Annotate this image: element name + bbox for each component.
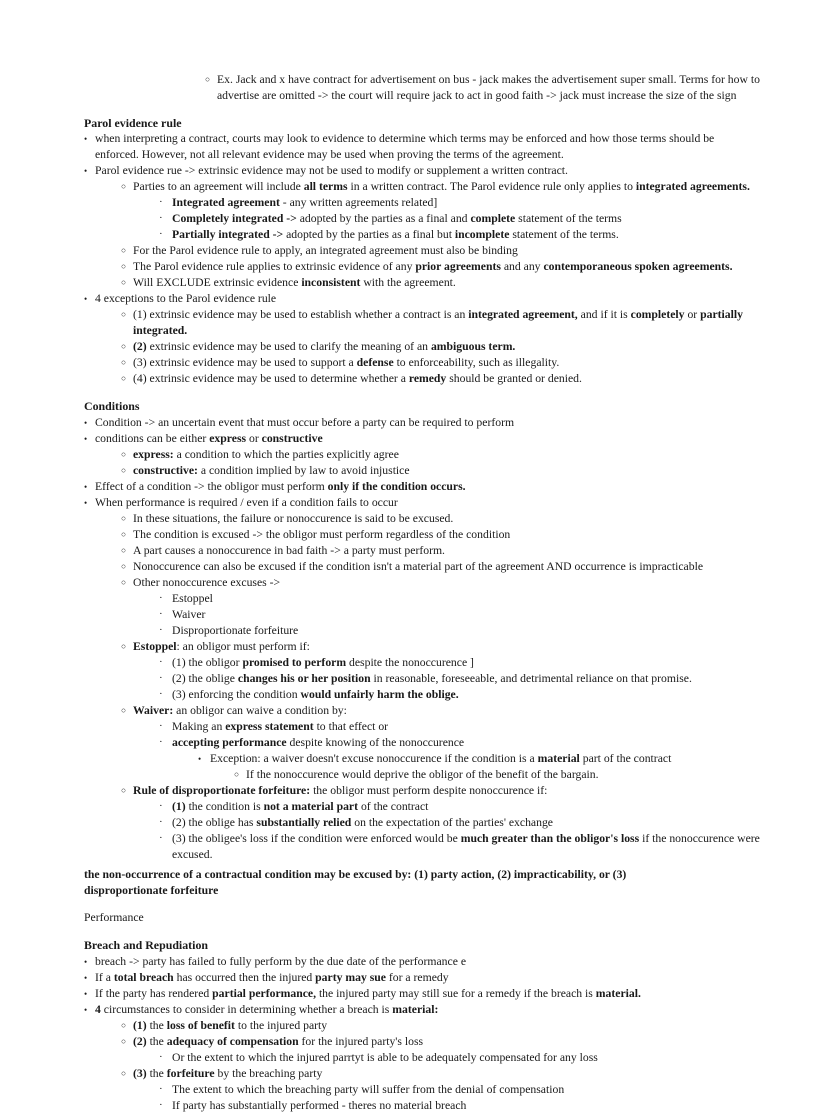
list-item-text: (3) enforcing the condition would unfairly harm the oblige. [172, 687, 459, 701]
bullet-disc-icon: • [84, 434, 88, 444]
list-item-text: Exception: a waiver doesn't excuse nonoccurence if the condition is a material part of the contract [210, 751, 672, 765]
list-item [159, 1050, 760, 1066]
bullet-disc-icon: • [84, 972, 88, 983]
bullet-dot-icon: · [159, 1082, 163, 1095]
list-item [84, 1002, 760, 1114]
intro-continuation-block [84, 72, 760, 104]
list-item [121, 179, 760, 243]
list-item [159, 623, 760, 639]
list-item-text: Integrated agreement - any written agreements related] [172, 196, 438, 210]
bullet-list-level-2 [95, 179, 760, 291]
list-item [121, 543, 760, 559]
list-item-text: Nonoccurence can also be excused if the condition isn't a material part of the agreement AND occurrence is impracticable [133, 560, 704, 574]
bullet-disc-icon: • [198, 753, 202, 764]
bullet-circle-icon: ○ [234, 769, 240, 779]
bullet-circle-icon: ○ [121, 705, 127, 715]
list-item [198, 751, 760, 783]
list-item-text: The Parol evidence rule applies to extrinsic evidence of any prior agreements and any contemporaneous spoken agreements. [133, 260, 733, 274]
list-item-text: For the Parol evidence rule to apply, an integrated agreement must also be binding [133, 244, 518, 258]
bullet-list-level-3 [133, 1050, 760, 1066]
list-item-text: (1) extrinsic evidence may be used to establish whether a contract is an integrated agreement, and if it is completely or partially integrated. [133, 308, 743, 338]
bullet-circle-icon: ○ [121, 514, 127, 524]
bullet-circle-icon: ○ [121, 530, 127, 540]
spacer [84, 387, 760, 398]
list-item [121, 339, 760, 355]
bullet-circle-icon: ○ [121, 641, 127, 651]
list-item [121, 511, 760, 527]
list-item [121, 463, 760, 479]
list-item-text: accepting performance despite knowing of the nonoccurence [172, 735, 465, 749]
bullet-circle-icon: ○ [121, 342, 127, 352]
list-item-text: (2) the oblige has substantially relied on the expectation of the parties' exchange [172, 815, 553, 829]
list-item [234, 767, 760, 783]
bullet-list-level-3 [133, 655, 760, 703]
bullet-disc-icon: • [84, 988, 88, 999]
list-item [84, 163, 760, 291]
list-item-text: Or the extent to which the injured parrtyt is able to be adequately compensated for any loss [172, 1050, 598, 1064]
list-item [121, 703, 760, 783]
bullet-circle-icon: ○ [121, 358, 127, 368]
list-item [159, 719, 760, 735]
list-item-text: Will EXCLUDE extrinsic evidence inconsistent with the agreement. [133, 276, 456, 290]
bullet-circle-icon: ○ [121, 310, 127, 320]
list-item-text: When performance is required / even if a condition fails to occur [95, 496, 398, 510]
list-item-text: constructive: a condition implied by law to avoid injustice [133, 463, 410, 477]
list-item [121, 639, 760, 703]
bullet-dot-icon: · [159, 196, 163, 209]
list-item [84, 954, 760, 970]
bullet-disc-icon: • [84, 498, 88, 509]
bullet-dot-icon: · [159, 687, 163, 700]
list-item [121, 259, 760, 275]
bullet-circle-icon: ○ [121, 465, 127, 475]
list-item [121, 447, 760, 463]
bullet-circle-icon: ○ [121, 1036, 127, 1046]
list-item-text: Partially integrated -> adopted by the parties as a final but incomplete statement of the terms. [172, 228, 619, 242]
bullet-dot-icon: · [159, 671, 163, 684]
list-item [159, 195, 760, 211]
summary-paragraph: the non-occurrence of a contractual condition may be excused by: (1) party action, (2) impracticability, or (3) disproportionate forfeiture [84, 867, 627, 897]
list-item-text: (3) the obligee's loss if the condition were enforced would be much greater than the obligor's loss if the nonoccurence were excused. [172, 831, 760, 861]
bullet-list-level-3 [133, 799, 760, 863]
list-item [159, 655, 760, 671]
list-item [121, 559, 760, 575]
list-item-text: when interpreting a contract, courts may look to evidence to determine which terms may be enforced and how those terms should be enforced. However, not all relevant evidence may be used when proving the terms of the agreement. [95, 132, 715, 162]
list-item-text: Waiver [172, 608, 206, 622]
spacer [84, 104, 760, 115]
bullet-circle-icon: ○ [121, 1021, 127, 1030]
bullet-list-level-2 [95, 447, 760, 479]
bullet-circle-icon: ○ [121, 1068, 127, 1078]
list-item-text: Estoppel: an obligor must perform if: [133, 639, 310, 653]
list-item [159, 607, 760, 623]
list-item [121, 243, 760, 259]
bullet-list-level-1 [84, 954, 760, 1114]
list-item-text: Waiver: an obligor can waive a condition by: [133, 703, 347, 717]
bullet-list-level-5 [210, 767, 760, 783]
list-item-text: If the party has rendered partial performance, the injured party may still sue for a remedy if the breach is material. [95, 986, 641, 1000]
bullet-dot-icon: · [159, 608, 163, 621]
bullet-dot-icon: · [159, 719, 163, 732]
list-item [159, 735, 760, 783]
bullet-disc-icon: • [84, 1005, 88, 1016]
breach-section-container [84, 937, 760, 1114]
list-item [84, 479, 760, 495]
list-item [159, 1098, 760, 1114]
bullet-circle-icon: ○ [121, 449, 127, 459]
sections-container [84, 115, 760, 863]
bullet-dot-icon: · [159, 212, 163, 225]
list-item [159, 831, 760, 863]
list-item [84, 291, 760, 387]
bullet-dot-icon: · [159, 1098, 163, 1111]
list-item-text: (3) extrinsic evidence may be used to support a defense to enforceability, such as illegality. [133, 356, 560, 370]
list-item [121, 783, 760, 863]
bullet-list-level-2 [95, 307, 760, 387]
list-item-text: Effect of a condition -> the obligor must perform only if the condition occurs. [95, 480, 466, 494]
list-item [84, 431, 760, 479]
bullet-circle-icon: ○ [121, 374, 127, 384]
section-heading-conditions: Conditions [84, 399, 140, 414]
bullet-disc-icon: • [84, 166, 88, 177]
bullet-circle-icon: ○ [121, 578, 127, 588]
list-item [84, 970, 760, 986]
list-item [159, 1082, 760, 1098]
list-item-text: Estoppel [172, 592, 213, 606]
bullet-circle-icon: ○ [121, 546, 127, 556]
list-item-text: In these situations, the failure or nonoccurence is said to be excused. [133, 512, 454, 526]
bullet-dot-icon: · [159, 735, 163, 748]
list-item [159, 227, 760, 243]
list-item-text: Making an express statement to that effect or [172, 719, 389, 733]
bullet-disc-icon: • [84, 956, 88, 967]
bullet-circle-icon: ○ [121, 182, 127, 192]
bullet-dot-icon: · [159, 655, 163, 668]
list-item-text: A part causes a nonoccurence in bad faith -> a party must perform. [133, 544, 445, 558]
bullet-disc-icon: • [84, 417, 88, 428]
list-item [159, 591, 760, 607]
spacer [84, 899, 760, 910]
bullet-circle-icon: ○ [121, 278, 127, 288]
intro-list [205, 72, 760, 104]
list-item [121, 307, 760, 339]
bullet-dot-icon: · [159, 592, 163, 605]
bullet-list-level-3 [133, 1082, 760, 1114]
list-item [159, 799, 760, 815]
list-item [159, 671, 760, 687]
list-item-text: Parol evidence rue -> extrinsic evidence may not be used to modify or supplement a written contract. [95, 164, 568, 178]
list-item-text: (2) the oblige changes his or her position in reasonable, foreseeable, and detrimental reliance on that promise. [172, 671, 692, 685]
list-item [159, 687, 760, 703]
list-item [84, 415, 760, 431]
list-item-text: If a total breach has occurred then the injured party may sue for a remedy [95, 970, 449, 984]
list-item-text: Rule of disproportionate forfeiture: the obligor must perform despite nonoccurence if: [133, 783, 548, 797]
bullet-list-level-3 [133, 195, 760, 243]
list-item [121, 575, 760, 639]
list-item-text: The extent to which the breaching party will suffer from the denial of compensation [172, 1082, 565, 1096]
section-list-breach-and-repudiation [84, 954, 760, 1114]
bullet-dot-icon: · [159, 815, 163, 828]
bullet-disc-icon: • [84, 482, 88, 493]
list-item [121, 1066, 760, 1114]
bullet-circle-icon: ○ [121, 246, 127, 256]
bullet-dot-icon: · [159, 228, 163, 241]
list-item-text: (2) the adequacy of compensation for the injured party's loss [133, 1034, 424, 1048]
list-item-text: (4) extrinsic evidence may be used to determine whether a remedy should be granted or denied. [133, 372, 582, 386]
list-item [84, 131, 760, 163]
list-item-text: (2) extrinsic evidence may be used to clarify the meaning of an ambiguous term. [133, 340, 516, 354]
list-item-text: Ex. Jack and x have contract for advertisement on bus - jack makes the advertisement super small. Terms for how to advertise are omitted -> the court will require jack to act in good faith -> jack must increase the size of the sign [217, 73, 760, 102]
section-list-conditions [84, 415, 760, 863]
bullet-disc-icon: • [84, 294, 88, 305]
bullet-circle-icon: ○ [121, 785, 127, 795]
list-item-text: 4 exceptions to the Parol evidence rule [95, 292, 277, 306]
list-item [121, 275, 760, 291]
section-list-parol-evidence-rule [84, 131, 760, 387]
list-item-text: 4 circumstances to consider in determining whether a breach is material: [95, 1003, 439, 1017]
bullet-dot-icon: · [159, 831, 163, 844]
list-item [121, 527, 760, 543]
list-item-text: (1) the condition is not a material part of the contract [172, 799, 429, 813]
list-item-text: If party has substantially performed - theres no material breach [172, 1098, 467, 1112]
list-item-text: Completely integrated -> adopted by the parties as a final and complete statement of the terms [172, 212, 622, 226]
bullet-disc-icon: • [84, 134, 88, 145]
bullet-list-level-2 [95, 1018, 760, 1114]
section-heading-parol-evidence-rule: Parol evidence rule [84, 115, 182, 130]
list-item-text: conditions can be either express or constructive [95, 432, 323, 445]
bullet-list-level-3 [133, 591, 760, 639]
list-item-text: Disproportionate forfeiture [172, 624, 299, 637]
list-item-text: (1) the loss of benefit to the injured party [133, 1019, 328, 1032]
section-heading-breach-and-repudiation: Breach and Repudiation [84, 938, 208, 953]
list-item-text: If the nonoccurence would deprive the obligor of the benefit of the bargain. [246, 767, 599, 781]
bullet-dot-icon: · [159, 1050, 163, 1063]
list-item [159, 211, 760, 227]
bullet-circle-icon: ○ [121, 562, 127, 572]
bullet-list-level-4 [172, 751, 760, 783]
list-item-text: express: a condition to which the parties explicitly agree [133, 447, 399, 461]
list-item [121, 1034, 760, 1066]
list-item [84, 986, 760, 1002]
list-item-text: The condition is excused -> the obligor must perform regardless of the condition [133, 528, 511, 542]
bullet-dot-icon: · [159, 799, 163, 812]
list-item [205, 72, 760, 104]
bullet-list-level-1 [84, 415, 760, 863]
bullet-dot-icon: · [159, 624, 163, 636]
bullet-list-level-3 [133, 719, 760, 783]
bullet-circle-icon: ○ [121, 262, 127, 272]
list-item [121, 371, 760, 387]
spacer [84, 926, 760, 937]
list-item [159, 815, 760, 831]
list-item-text: (3) the forfeiture by the breaching party [133, 1066, 323, 1080]
bullet-circle-icon: ○ [205, 75, 211, 84]
list-item-text: Condition -> an uncertain event that must occur before a party can be required to perform [95, 415, 515, 429]
list-item-text: breach -> party has failed to fully perform by the due date of the performance e [95, 954, 467, 968]
list-item [121, 355, 760, 371]
list-item [121, 1018, 760, 1034]
bullet-list-level-2 [95, 511, 760, 862]
list-item-text: Other nonoccurence excuses -> [133, 576, 281, 590]
list-item-text: (1) the obligor promised to perform despite the nonoccurence ] [172, 655, 474, 669]
performance-label: Performance [84, 911, 144, 924]
document-body [84, 72, 760, 1114]
bullet-list-level-1 [84, 131, 760, 387]
list-item-text: Parties to an agreement will include all terms in a written contract. The Parol evidence rule only applies to integrated agreements. [133, 180, 750, 194]
list-item [84, 495, 760, 862]
